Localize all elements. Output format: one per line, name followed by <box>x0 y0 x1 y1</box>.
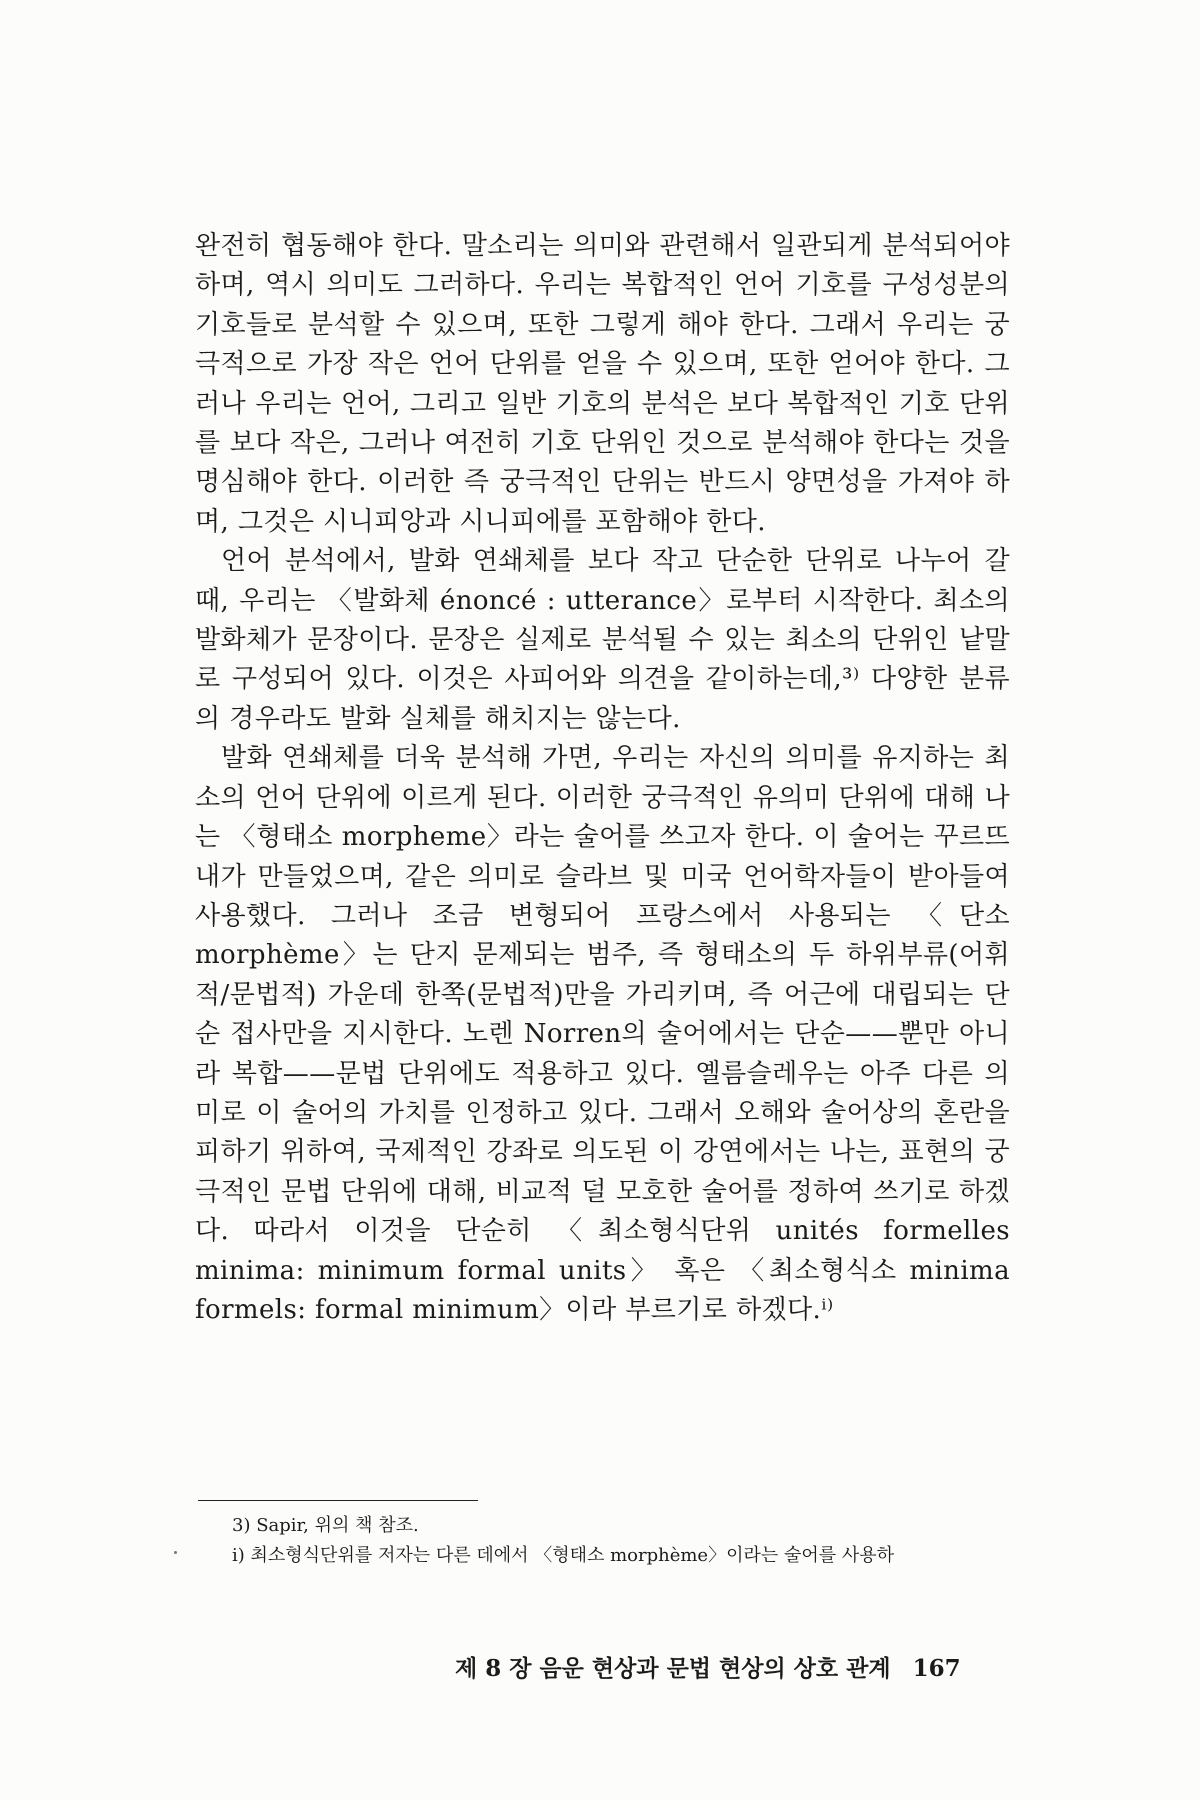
footnote-divider <box>198 1500 478 1501</box>
paragraph-3: 발화 연쇄체를 더욱 분석해 가면, 우리는 자신의 의미를 유지하는 최소의 언어 단위에 이르게 된다. 이러한 궁극적인 유의미 단위에 대해 나는 〈형태소 morpheme〉라는 술어를 쓰고자 한다. 이 술어는 꾸르뜨내가 만들었으며, 같은 의미로 슬라브 및 미국 언어학자들이 받아들여 사용했다. 그러나 조금 변형되어 프랑스에서 사용되는 〈단소 morphème〉는 단지 문제되는 범주, 즉 형태소의 두 하위부류(어휘적/문법적) 가운데 한쪽(문법적)만을 가리키며, 즉 어근에 대립되는 단순 접사만을 지시한다. 노렌 Norren의 술어에서는 단순——뿐만 아니라 복합——문법 단위에도 적용하고 있다. 옐름슬레우는 아주 다른 의미로 이 술어의 가치를 인정하고 있다. 그래서 오해와 술어상의 혼란을 피하기 위하여, 국제적인 강좌로 의도된 이 강연에서는 나는, 표현의 궁극적인 문법 단위에 대해, 비교적 덜 모호한 술어를 정하여 쓰기로 하겠다. 따라서 이것을 단순히 〈최소형식단위 unités formelles minima: minimum formal units〉 혹은 〈최소형식소 minima formels: formal minimum〉이라 부르기로 하겠다.ⁱ⁾ <box>195 743 1010 1325</box>
footnotes <box>232 1511 1017 1571</box>
running-footer <box>455 1650 995 1683</box>
paragraph-2: 언어 분석에서, 발화 연쇄체를 보다 작고 단순한 단위로 나누어 갈 때, 우리는 〈발화체 énoncé : utterance〉로부터 시작한다. 최소의 발화체가 문장이다. 문장은 실제로 분석될 수 있는 최소의 단위인 낱말로 구성되어 있다. 이것은 사피어와 의견을 같이하는데,³⁾ 다양한 분류의 경우라도 발화 실체를 해치지는 않는다. <box>195 546 1010 734</box>
paragraph-1: 완전히 협동해야 한다. 말소리는 의미와 관련해서 일관되게 분석되어야 하며, 역시 의미도 그러하다. 우리는 복합적인 언어 기호를 구성성분의 기호들로 분석할 수 있으며, 또한 그렇게 해야 한다. 그래서 우리는 궁극적으로 가장 작은 언어 단위를 얻을 수 있으며, 또한 얻어야 한다. 그러나 우리는 언어, 그리고 일반 기호의 분석은 보다 복합적인 기호 단위를 보다 작은, 그러나 여전히 기호 단위인 것으로 분석해야 한다는 것을 명심해야 한다. 이러한 즉 궁극적인 단위는 반드시 양면성을 가져야 하며, 그것은 시니피앙과 시니피에를 포함해야 한다. <box>195 231 1010 537</box>
body-text <box>195 227 1010 1330</box>
page-number: 167 <box>912 1655 961 1682</box>
chapter-title: 제 8 장 음운 현상과 문법 현상의 상호 관계 <box>455 1655 891 1682</box>
scan-speck <box>174 1551 177 1554</box>
footnote-3: 3) Sapir, 위의 책 참조. <box>232 1515 419 1536</box>
footnote-i: i) 최소형식단위를 저자는 다른 데에서 〈형태소 morphème〉이라는 술어를 사용하 <box>232 1545 895 1566</box>
